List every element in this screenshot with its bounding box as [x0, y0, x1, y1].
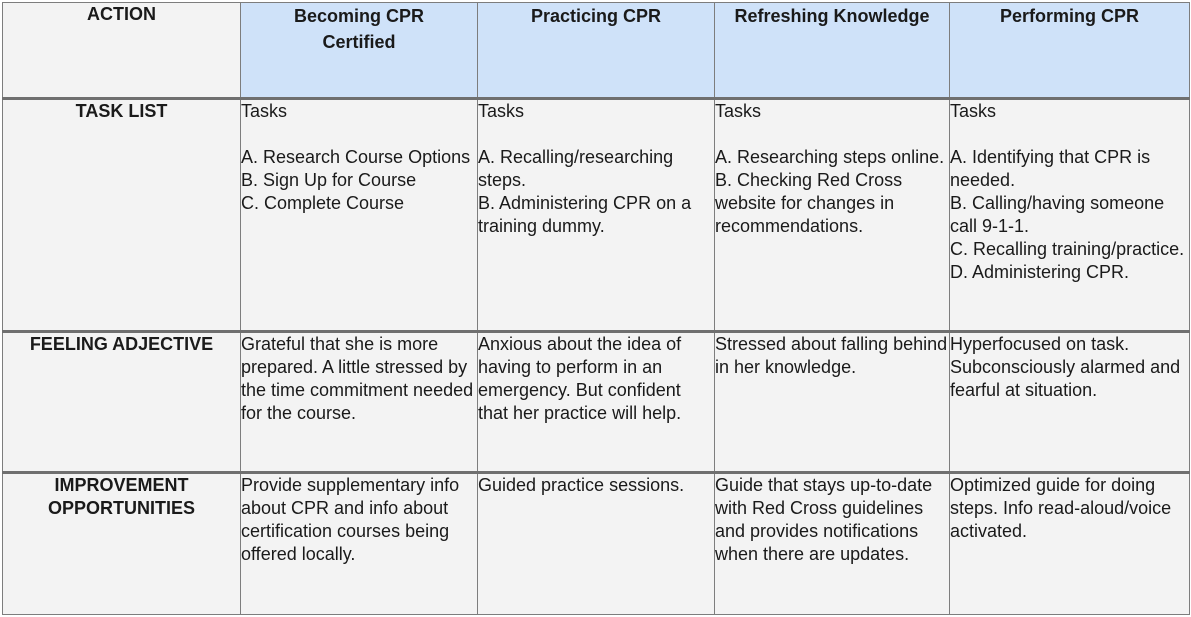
feeling-cell-practicing-cpr: Anxious about the idea of having to perform in an emergency. But confident that her practice will help. [478, 332, 715, 473]
row-header-label: IMPROVEMENT OPPORTUNITIES [47, 475, 195, 518]
task-cell-becoming-cpr-certified [241, 99, 478, 332]
task-item: D. Administering CPR. [950, 262, 1130, 282]
row-header-feeling-adjective: FEELING ADJECTIVE [3, 332, 241, 473]
task-cell-performing-cpr [950, 99, 1190, 332]
task-cell-practicing-cpr [478, 99, 715, 332]
task-item: C. Complete Course [241, 193, 405, 213]
row-header-task-list: TASK LIST [3, 99, 241, 332]
task-item: A. Identifying that CPR is needed. [950, 147, 1151, 190]
improvement-opportunities-row [3, 473, 1190, 615]
stage-header-performing-cpr: Performing CPR [950, 3, 1190, 99]
task-cell-refreshing-knowledge [715, 99, 950, 332]
journey-map [2, 2, 1189, 614]
task-item: B. Sign Up for Course [241, 170, 417, 190]
improvement-cell-refreshing-knowledge: Guide that stays up-to-date with Red Cross guidelines and provides notifications when there are updates. [715, 473, 950, 615]
stage-header-label: Becoming CPR Certified [293, 6, 425, 52]
task-item: B. Administering CPR on a training dummy. [478, 193, 692, 236]
task-item: B. Calling/having someone call 9-1-1. [950, 193, 1165, 236]
cell-heading: Tasks [478, 101, 525, 121]
stage-header-refreshing-knowledge: Refreshing Knowledge [715, 3, 950, 99]
feeling-adjective-row [3, 332, 1190, 473]
stage-header-practicing-cpr: Practicing CPR [478, 3, 715, 99]
improvement-cell-practicing-cpr: Guided practice sessions. [478, 473, 715, 615]
row-header-improvement-opportunities [3, 473, 241, 615]
task-item: A. Recalling/researching steps. [478, 147, 674, 190]
task-item: A. Researching steps online. [715, 147, 945, 167]
feeling-cell-becoming-cpr-certified: Grateful that she is more prepared. A little stressed by the time commitment needed for the course. [241, 332, 478, 473]
cell-heading: Tasks [950, 101, 997, 121]
task-list-row [3, 99, 1190, 332]
improvement-cell-performing-cpr: Optimized guide for doing steps. Info read-aloud/voice activated. [950, 473, 1190, 615]
journey-table [2, 2, 1190, 615]
feeling-cell-refreshing-knowledge: Stressed about falling behind in her knowledge. [715, 332, 950, 473]
stage-header-becoming-cpr-certified [241, 3, 478, 99]
header-row [3, 3, 1190, 99]
feeling-cell-performing-cpr: Hyperfocused on task. Subconsciously alarmed and fearful at situation. [950, 332, 1190, 473]
improvement-cell-becoming-cpr-certified: Provide supplementary info about CPR and info about certification courses being offered locally. [241, 473, 478, 615]
cell-heading: Tasks [241, 101, 288, 121]
cell-heading: Tasks [715, 101, 762, 121]
task-item: C. Recalling training/practice. [950, 239, 1185, 259]
corner-header-action: ACTION [3, 3, 241, 99]
task-item: A. Research Course Options [241, 147, 471, 167]
task-item: B. Checking Red Cross website for changes in recommendations. [715, 170, 903, 236]
